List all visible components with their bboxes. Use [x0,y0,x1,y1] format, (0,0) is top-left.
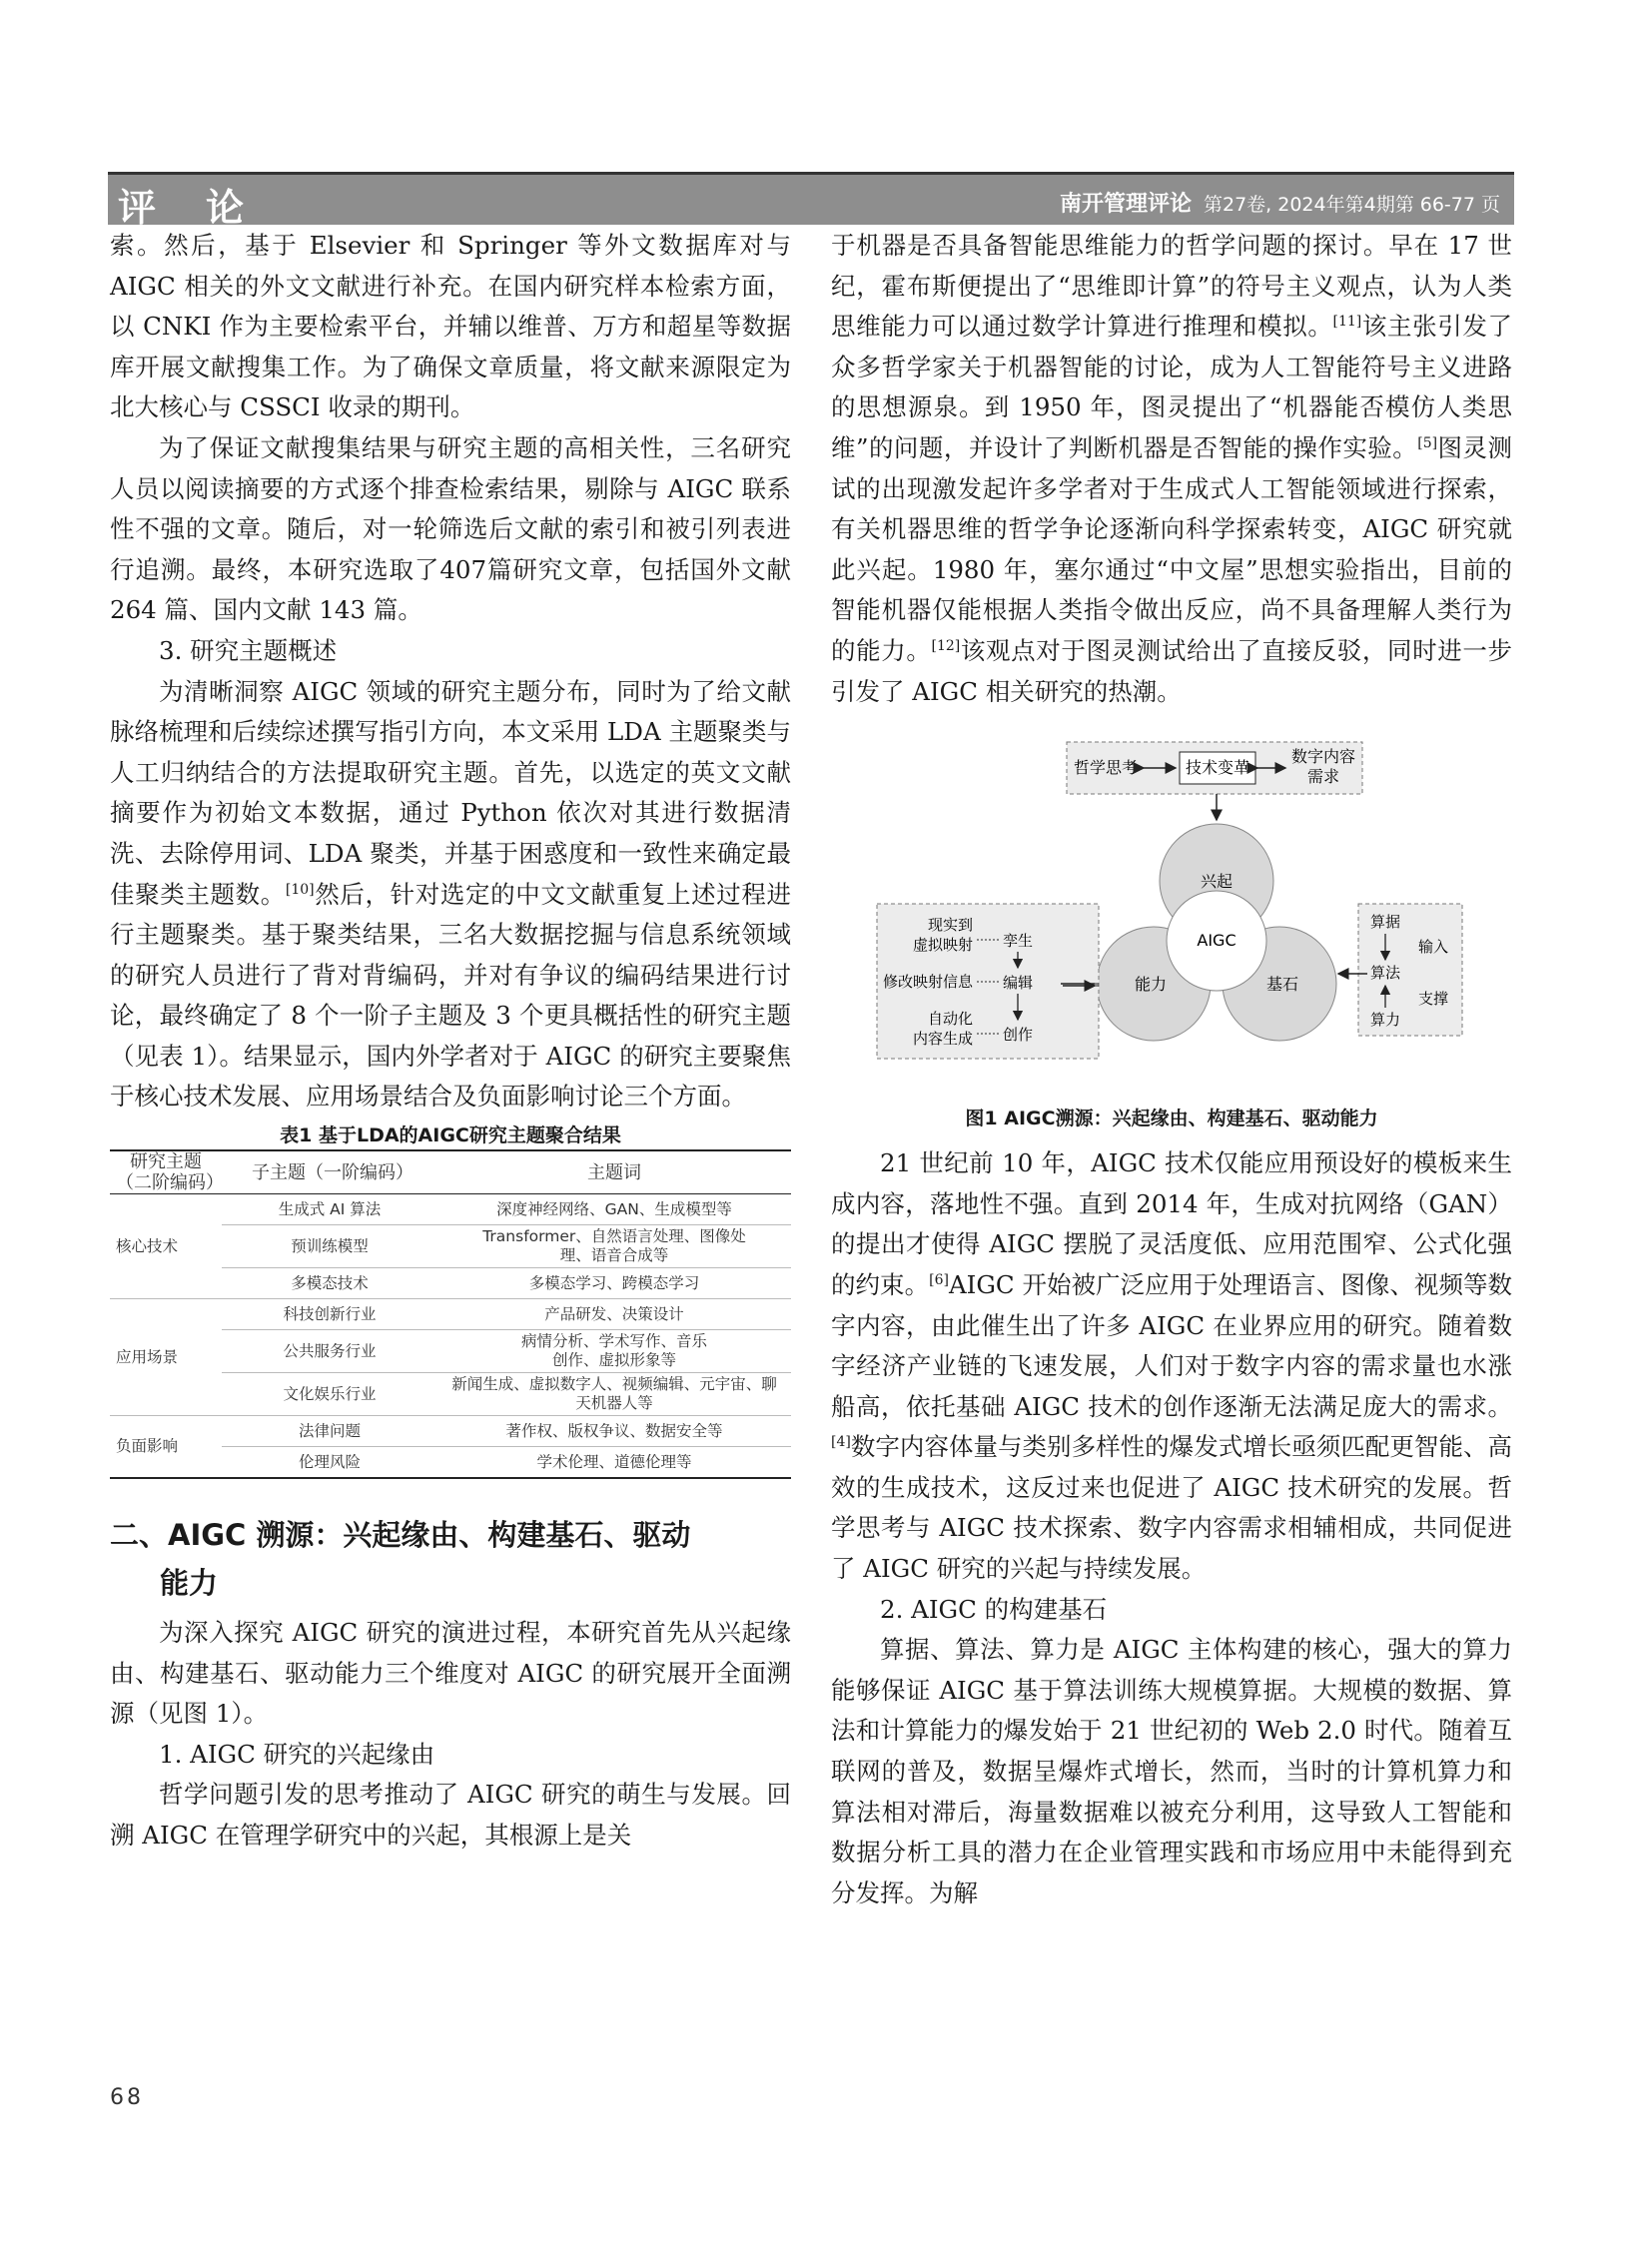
table-cell: 著作权、版权争议、数据安全等 [437,1416,791,1447]
table-cell: 多模态技术 [222,1268,437,1299]
aigc-diagram [831,724,1512,1104]
capability-label: 能力 [1134,975,1168,995]
text-run: 然后，针对选定的中文文献重复上述过程进行主题聚类。基于聚类结果，三名大数据挖掘与信息系统领域的研究人员进行了背对背编码，并对有争议的编码结果进行讨论，最终确定了 8 个一阶子主题及 3 个更具概括性的研究主题（见表 1）。结果显示，国内外学者对于 AIGC 的研究主要聚焦于核心技术发展、应用场景结合及负面影响讨论三个方面。 [110,879,791,1112]
table-cell: 预训练模型 [222,1225,437,1268]
capability-text: 内容生成 [912,1030,973,1049]
issue-info: 第27卷, 2024年第4期第 [1204,194,1414,216]
page-range: 66-77 页 [1419,194,1500,216]
table-header: 研究主题（二阶编码） [110,1150,222,1194]
table-row [110,1416,791,1447]
demand-label: 数字内容 [1290,747,1356,767]
table-cell: 病情分析、学术写作、音乐创作、虚拟形象等 [437,1330,791,1373]
paragraph: 算据、算法、算力是 AIGC 主体构建的核心，强大的算力能够保证 AIGC 基于算法训练大规模算据。大规模的数据、算法和计算能力的爆发始于 21 世纪初的 Web 2.0 时代。随着互联网的普及，数据呈爆炸式增长，然而，当时的计算机算力和算法相对滞后，海量数据难以被充分利用，这导致人工智能和数据分析工具的潜力在企业管理实践和市场应用中未能得到充分发挥。为解 [831,1635,1512,1907]
text-run: 数字内容体量与类别多样性的爆发式增长亟须匹配更智能、高效的生成技术，这反过来也促进了 AIGC 技术研究的发展。哲学思考与 AIGC 技术探索、数字内容需求相辅相成，共同促进了 AIGC 研究的兴起与持续发展。 [831,1432,1512,1584]
twin-label: 孪生 [1003,932,1034,951]
create-label: 创作 [1003,1026,1034,1045]
citation: [6] [929,1271,949,1288]
paragraph: 索。然后，基于 Elsevier 和 Springer 等外文数据库对与 AIGC 相关的外文文献进行补充。在国内研究样本检索方面，以 CNKI 作为主要检索平台，并辅以维普、万方和超星等数据库开展文献搜集工作。为了确保文章质量，将文献来源限定为北大核心与 CSSCI 收录的期刊。 [110,231,791,422]
demand-label: 需求 [1306,767,1340,787]
citation: [4] [831,1434,851,1451]
figure-caption: 图1 AIGC溯源：兴起缘由、构建基石、驱动能力 [965,1108,1378,1130]
table-cell: 伦理风险 [222,1447,437,1479]
journal-name: 南开管理评论 [1059,192,1192,217]
heading-line: 能力 [160,1566,219,1601]
foundation-label: 基石 [1265,975,1299,995]
table-cell: 学术伦理、道德伦理等 [437,1447,791,1479]
table-cell: 科技创新行业 [222,1299,437,1330]
section-label: 评论 [118,186,295,230]
text-run: 于机器是否具备智能思维能力的哲学问题的探讨。早在 17 世纪，霍布斯便提出了“思维即计算”的符号主义观点，认为人类思维能力可以通过数学计算进行推理和模拟。 [831,231,1512,342]
edit-label: 编辑 [1003,974,1034,993]
table-cell: 新闻生成、虚拟数字人、视频编辑、元宇宙、聊天机器人等 [437,1373,791,1416]
citation: [12] [931,637,961,654]
text-run: AIGC 开始被广泛应用于处理语言、图像、视频等数字内容，由此催生出了许多 AIGC 在业界应用的研究。随着数字经济产业链的飞速发展，人们对于数字内容的需求量也水涨船高，依托基础 AIGC 技术的创作逐渐无法满足庞大的需求。 [831,1269,1513,1421]
section-heading [110,1511,791,1607]
table-row [110,1299,791,1330]
table-cell: 法律问题 [222,1416,437,1447]
table-row [110,1194,791,1225]
table-header: 子主题（一阶编码） [222,1150,437,1194]
paragraph [831,1143,1512,1590]
running-header [108,172,1514,230]
subsection-heading: 2. AIGC 的构建基石 [880,1594,1108,1624]
subsection-heading: 1. AIGC 研究的兴起缘由 [159,1739,435,1769]
capability-text: 自动化 [927,1010,973,1029]
right-column [831,226,1512,1913]
capability-text: 虚拟映射 [912,936,973,955]
support-label: 支撑 [1418,990,1449,1009]
subsection-heading: 3. 研究主题概述 [159,635,338,665]
capability-text: 现实到 [927,916,973,935]
citation: [5] [1417,434,1438,451]
topic-table [110,1149,791,1479]
capability-text: 修改映射信息 [882,973,973,992]
paragraph: 哲学问题引发的思考推动了 AIGC 研究的萌生与发展。回溯 AIGC 在管理学研究中的兴起，其根源上是关 [110,1780,791,1851]
aigc-label: AIGC [1197,931,1237,951]
paragraph [110,672,791,1119]
text-run: 图灵测试的出现激发起许多学者对于生成式人工智能领域进行探索，有关机器思维的哲学争论逐渐向科学探索转变，AIGC 研究就此兴起。1980 年，塞尔通过“中文屋”思想实验指出，目前的智能机器仅能根据人类指令做出反应，尚不具备理解人类行为的能力。 [831,432,1512,665]
table-cell: 生成式 AI 算法 [222,1194,437,1225]
citation: [11] [1332,314,1362,331]
left-column [110,226,791,1857]
algorithm-label: 算法 [1370,964,1401,983]
text-run: 该观点对于图灵测试给出了直接反驳，同时进一步引发了 AIGC 相关研究的热潮。 [831,635,1512,706]
citation: [10] [285,881,315,898]
heading-line: 二、AIGC 溯源：兴起缘由、构建基石、驱动 [110,1518,691,1553]
table-cell: 产品研发、决策设计 [437,1299,791,1330]
table-cell: 深度神经网络、GAN、生成模型等 [437,1194,791,1225]
table-group-cell: 应用场景 [110,1299,222,1416]
table-caption: 表1 基于LDA的AIGC研究主题聚合结果 [280,1124,621,1147]
figure-aigc-origin [831,724,1512,1104]
table-header: 主题词 [437,1150,791,1194]
input-label: 输入 [1418,938,1449,957]
tech-label: 技术变革 [1185,758,1250,778]
page-number: 68 [110,2085,144,2110]
table-cell: 文化娱乐行业 [222,1373,437,1416]
table-cell: Transformer、自然语言处理、图像处理、语音合成等 [437,1225,791,1268]
table-cell: 公共服务行业 [222,1330,437,1373]
paragraph [831,226,1512,712]
paragraph: 为了保证文献搜集结果与研究主题的高相关性，三名研究人员以阅读摘要的方式逐个排查检索结果，剔除与 AIGC 联系性不强的文章。随后，对一轮筛选后文献的索引和被引列表进行追溯。最终，本研究选取了407篇研究文章，包括国外文献 264 篇、国内文献 143 篇。 [110,432,791,625]
journal-info [1060,187,1500,218]
data-label: 算据 [1370,913,1401,932]
compute-label: 算力 [1370,1011,1401,1030]
table-cell: 多模态学习、跨模态学习 [437,1268,791,1299]
text-run: 为清晰洞察 AIGC 领域的研究主题分布，同时为了给文献脉络梳理和后续综述撰写指引方向，本文采用 LDA 主题聚类与人工归纳结合的方法提取研究主题。首先，以选定的英文文献摘要作为初始文本数据，通过 Python 依次对其进行数据清洗、去除停用词、LDA 聚类，并基于困惑度和一致性来确定最佳聚类主题数。 [110,676,791,909]
table-group-cell: 核心技术 [110,1194,222,1299]
philosophy-label: 哲学思考 [1073,758,1139,778]
text-run: 21 世纪前 10 年，AIGC 技术仅能应用预设好的模板来生成内容，落地性不强。直到 2014 年，生成对抗网络（GAN）的提出才使得 AIGC 摆脱了灵活度低、应用范围窄、公式化强的约束。 [831,1148,1512,1299]
text-run: 该主张引发了众多哲学家关于机器智能的讨论，成为人工智能符号主义进路的思想源泉。到 1950 年，图灵提出了“机器能否模仿人类思维”的问题，并设计了判断机器是否智能的操作实验。 [831,312,1512,462]
rise-label: 兴起 [1200,872,1234,892]
table-group-cell: 负面影响 [110,1416,222,1479]
paragraph: 为深入探究 AIGC 研究的演进过程，本研究首先从兴起缘由、构建基石、驱动能力三个维度对 AIGC 的研究展开全面溯源（见图 1）。 [110,1618,791,1729]
